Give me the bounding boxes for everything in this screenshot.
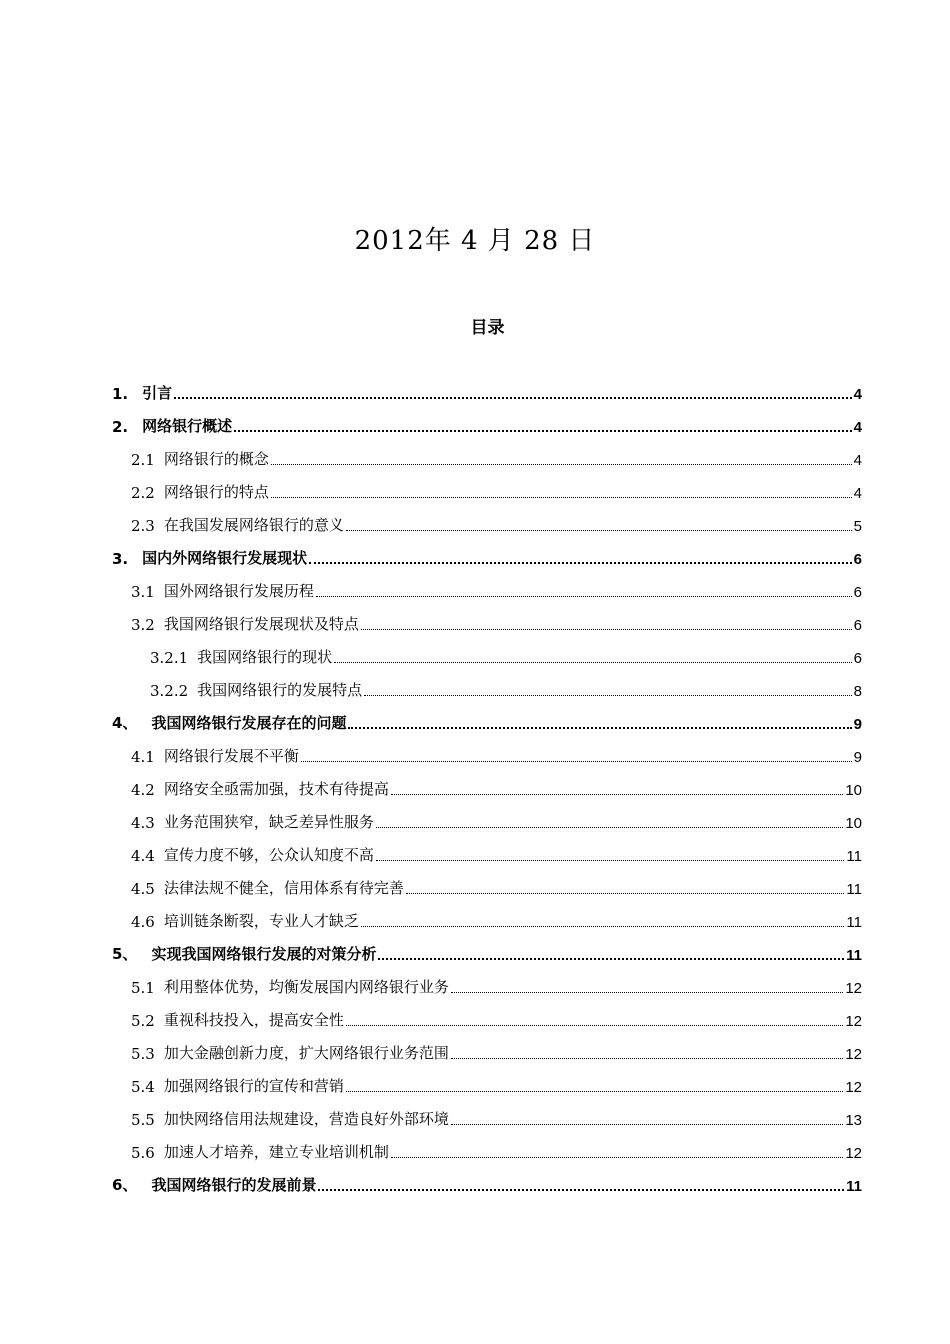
toc-entry[interactable] <box>112 772 862 805</box>
toc-entry-number: 5.6 <box>131 1144 155 1162</box>
toc-leader-dots <box>318 1189 844 1191</box>
toc-entry[interactable] <box>112 541 862 574</box>
toc-entry[interactable] <box>112 871 862 904</box>
toc-entry[interactable] <box>112 409 862 442</box>
toc-entry-page: 4 <box>853 386 862 403</box>
toc-entry[interactable] <box>112 1069 862 1102</box>
toc-title: 目录 <box>470 318 505 338</box>
toc-entry-number: 3. <box>112 550 129 568</box>
toc-entry-page: 12 <box>845 1013 862 1030</box>
toc-leader-dots <box>391 794 843 795</box>
toc-entry[interactable] <box>112 574 862 607</box>
toc-entry[interactable] <box>112 1036 862 1069</box>
toc-leader-dots <box>271 464 852 465</box>
toc-entry[interactable] <box>112 508 862 541</box>
toc-entry-page: 12 <box>845 1145 862 1162</box>
toc-entry-title: 业务范围狭窄，缺乏差异性服务 <box>163 813 374 831</box>
toc-entry-title: 在我国发展网络银行的意义 <box>163 516 344 534</box>
toc-entry-page: 6 <box>853 650 862 667</box>
toc-entry-page: 11 <box>846 848 862 865</box>
toc-entry-title: 重视科技投入，提高安全性 <box>163 1011 344 1029</box>
toc-entry-page: 8 <box>853 683 862 700</box>
toc-entry-number: 4.3 <box>131 814 155 832</box>
toc-leader-dots <box>348 727 851 729</box>
toc-entry[interactable] <box>112 1102 862 1135</box>
toc-leader-dots <box>361 926 845 927</box>
toc-entry[interactable] <box>112 673 862 706</box>
toc-entry-page: 5 <box>853 518 862 535</box>
toc-entry-title: 加强网络银行的宣传和营销 <box>163 1077 344 1095</box>
toc-entry-title: 引言 <box>142 384 173 402</box>
toc-entry-title: 实现我国网络银行发展的对策分析 <box>151 945 377 963</box>
toc-entry-page: 11 <box>846 1178 862 1195</box>
toc-entry-title: 国外网络银行发展历程 <box>163 582 314 600</box>
toc-entry[interactable] <box>112 805 862 838</box>
toc-entry-number: 5.2 <box>131 1012 155 1030</box>
toc-leader-dots <box>346 530 852 531</box>
toc-entry-title: 利用整体优势，均衡发展国内网络银行业务 <box>163 978 449 996</box>
toc-entry-number: 5.3 <box>131 1045 155 1063</box>
toc-entry-page: 9 <box>853 716 862 733</box>
toc-entry-title: 网络银行概述 <box>142 417 233 435</box>
toc-entry-number: 5.4 <box>131 1078 155 1096</box>
toc-entry-number: 2. <box>112 418 129 436</box>
toc-leader-dots <box>234 430 852 432</box>
toc-entry-page: 4 <box>853 452 862 469</box>
toc-leader-dots <box>174 397 852 399</box>
toc-entry-page: 13 <box>845 1112 862 1129</box>
toc-entry-number: 4、 <box>112 714 138 732</box>
toc-entry-number: 4.1 <box>131 748 155 766</box>
toc-leader-dots <box>451 992 843 993</box>
toc-leader-dots <box>271 497 852 498</box>
toc-leader-dots <box>406 893 845 894</box>
toc-entry-page: 12 <box>845 980 862 997</box>
toc-entry-title: 我国网络银行的发展前景 <box>151 1176 317 1194</box>
toc-entry-page: 12 <box>845 1079 862 1096</box>
toc-entry-page: 9 <box>853 749 862 766</box>
table-of-contents <box>112 376 862 1201</box>
toc-entry-page: 4 <box>853 419 862 436</box>
toc-entry-number: 5.1 <box>131 979 155 997</box>
toc-entry-title: 网络银行的特点 <box>163 483 269 501</box>
toc-entry-page: 12 <box>845 1046 862 1063</box>
toc-entry-title: 宣传力度不够，公众认知度不高 <box>163 846 374 864</box>
toc-entry-number: 3.2 <box>131 616 155 634</box>
toc-entry[interactable] <box>112 640 862 673</box>
toc-entry[interactable] <box>112 937 862 970</box>
toc-entry-number: 4.6 <box>131 913 155 931</box>
toc-leader-dots <box>364 695 851 696</box>
toc-entry[interactable] <box>112 376 862 409</box>
toc-entry[interactable] <box>112 706 862 739</box>
toc-entry[interactable] <box>112 607 862 640</box>
toc-leader-dots <box>378 958 844 960</box>
toc-entry-title: 培训链条断裂，专业人才缺乏 <box>163 912 359 930</box>
toc-leader-dots <box>301 761 852 762</box>
toc-entry-title: 加快网络信用法规建设，营造良好外部环境 <box>163 1110 449 1128</box>
toc-leader-dots <box>316 596 852 597</box>
toc-entry[interactable] <box>112 475 862 508</box>
toc-entry[interactable] <box>112 838 862 871</box>
toc-leader-dots <box>309 562 852 564</box>
toc-entry-number: 3.2.1 <box>150 649 189 667</box>
toc-leader-dots <box>361 629 852 630</box>
toc-entry-number: 4.2 <box>131 781 155 799</box>
toc-entry-title: 网络银行的概念 <box>163 450 269 468</box>
toc-entry-page: 6 <box>853 617 862 634</box>
toc-entry-title: 我国网络银行发展存在的问题 <box>151 714 347 732</box>
toc-entry[interactable] <box>112 1135 862 1168</box>
toc-entry-number: 3.1 <box>131 583 155 601</box>
toc-entry-number: 2.2 <box>131 484 155 502</box>
toc-entry[interactable] <box>112 1168 862 1201</box>
toc-leader-dots <box>376 860 845 861</box>
toc-entry-title: 网络安全亟需加强，技术有待提高 <box>163 780 389 798</box>
toc-entry[interactable] <box>112 442 862 475</box>
toc-entry-number: 3.2.2 <box>150 682 189 700</box>
toc-entry-number: 5.5 <box>131 1111 155 1129</box>
toc-leader-dots <box>391 1157 843 1158</box>
toc-leader-dots <box>451 1058 843 1059</box>
toc-entry-number: 4.5 <box>131 880 155 898</box>
toc-entry-page: 10 <box>845 815 862 832</box>
toc-entry[interactable] <box>112 904 862 937</box>
toc-entry-number: 2.3 <box>131 517 155 535</box>
toc-entry-number: 4.4 <box>131 847 155 865</box>
toc-entry-number: 6、 <box>112 1176 138 1194</box>
toc-entry[interactable] <box>112 739 862 772</box>
toc-entry-title: 法律法规不健全，信用体系有待完善 <box>163 879 404 897</box>
toc-entry[interactable] <box>112 1003 862 1036</box>
toc-leader-dots <box>451 1124 843 1125</box>
toc-entry-title: 网络银行发展不平衡 <box>163 747 299 765</box>
toc-entry-title: 我国网络银行发展现状及特点 <box>163 615 359 633</box>
toc-leader-dots <box>346 1025 843 1026</box>
toc-entry-page: 6 <box>853 551 862 568</box>
toc-entry-title: 我国网络银行的发展特点 <box>197 681 363 699</box>
toc-entry[interactable] <box>112 970 862 1003</box>
document-date: 2012年 4 月 28 日 <box>354 226 596 256</box>
toc-entry-title: 我国网络银行的现状 <box>197 648 333 666</box>
toc-entry-title: 国内外网络银行发展现状 <box>142 549 308 567</box>
toc-entry-page: 6 <box>853 584 862 601</box>
toc-entry-page: 11 <box>846 947 862 964</box>
toc-entry-page: 10 <box>845 782 862 799</box>
toc-entry-number: 1. <box>112 385 129 403</box>
toc-entry-page: 11 <box>846 914 862 931</box>
toc-entry-number: 5、 <box>112 945 138 963</box>
toc-entry-title: 加速人才培养，建立专业培训机制 <box>163 1143 389 1161</box>
toc-entry-number: 2.1 <box>131 451 155 469</box>
toc-entry-page: 4 <box>853 485 862 502</box>
toc-leader-dots <box>376 827 843 828</box>
toc-entry-page: 11 <box>846 881 862 898</box>
toc-leader-dots <box>334 662 851 663</box>
toc-entry-title: 加大金融创新力度，扩大网络银行业务范围 <box>163 1044 449 1062</box>
toc-leader-dots <box>346 1091 843 1092</box>
